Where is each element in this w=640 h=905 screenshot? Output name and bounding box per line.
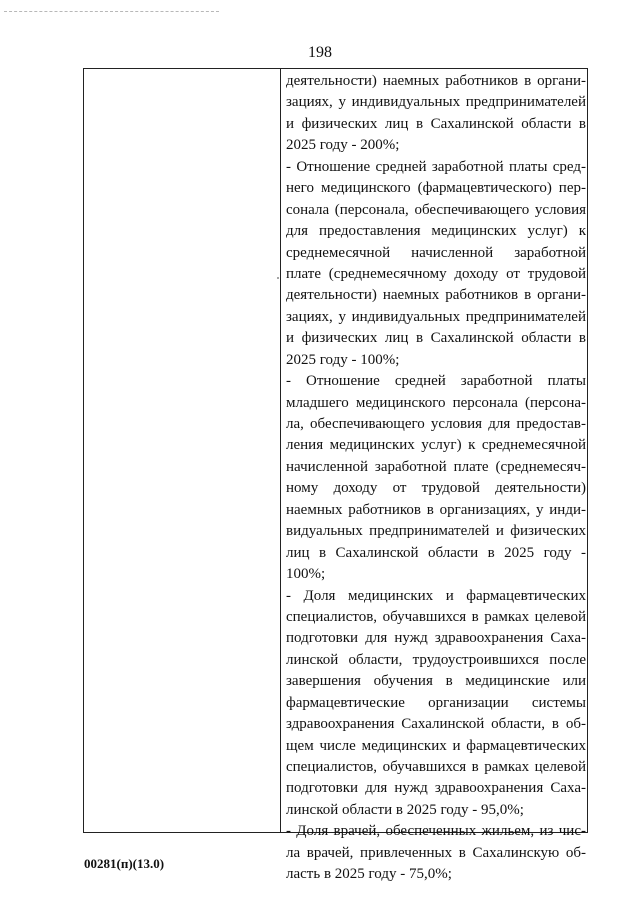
- scan-speck: [277, 277, 279, 279]
- text-line: подготовки для нужд здравоохранения Саха-: [286, 780, 586, 797]
- text-line: - Доля медицинских и фармацевтических: [286, 587, 586, 604]
- text-line: фармацевтические организации системы: [286, 694, 586, 711]
- text-line: подготовки для нужд здравоохранения Саха-: [286, 630, 586, 647]
- text-line: линской области в 2025 году - 95,0%;: [286, 801, 524, 818]
- text-line: специалистов, обучавшихся в рамках целевой: [286, 759, 586, 775]
- text-line: 2025 году - 200%;: [286, 137, 400, 154]
- text-line: специалистов, обучавшихся в рамках целевой: [286, 608, 586, 625]
- text-line: среднемесячной начисленной заработной: [286, 244, 586, 261]
- text-line: него медицинского (фармацевтического) пер-: [286, 180, 586, 197]
- text-line: 100%;: [286, 566, 326, 583]
- text-line: плате (среднемесячному доходу от трудовой: [286, 265, 586, 282]
- text-line: начисленной заработной плате (среднемесяч-: [286, 458, 586, 475]
- text-line: щем числе медицинских и фармацевтических: [286, 737, 586, 754]
- scan-artifact-line: [4, 11, 219, 12]
- text-line: и физических лиц в Сахалинской области в: [286, 115, 586, 132]
- text-line: для предоставления медицинских услуг) к: [286, 223, 586, 240]
- text-line: завершения обучения в медицинские или: [286, 673, 586, 690]
- text-line: ла врачей, привлеченных в Сахалинскую об-: [286, 844, 586, 861]
- text-line: ласть в 2025 году - 75,0%;: [286, 866, 452, 883]
- text-line: - Доля врачей, обеспеченных жильем, из чис-: [286, 823, 586, 840]
- text-line: линской области, трудоустроившихся после: [286, 651, 586, 668]
- text-line: - Отношение средней заработной платы: [286, 373, 586, 390]
- table-cell-left: [84, 69, 281, 832]
- text-line: здравоохранения Сахалинской области, в об-: [286, 716, 586, 733]
- text-line: и физических лиц в Сахалинской области в: [286, 330, 586, 347]
- text-line: деятельности) наемных работников в органи-: [286, 73, 586, 89]
- page-number: 198: [308, 44, 332, 61]
- text-line: лиц в Сахалинской области в 2025 году -: [286, 544, 586, 561]
- text-line: зациях, у индивидуальных предпринимателей: [286, 308, 586, 325]
- text-line: ла, обеспечивающего условия для предостав-: [286, 416, 586, 432]
- text-line: сонала (персонала, обеспечивающего условия: [286, 201, 586, 218]
- text-line: наемных работников в организациях, у инди-: [286, 501, 586, 518]
- text-line: ления медицинских услуг) к среднемесячной: [286, 437, 586, 454]
- table-cell-right: [286, 71, 586, 886]
- text-line: - Отношение средней заработной платы сред-: [286, 158, 586, 175]
- text-line: деятельности) наемных работников в органи-: [286, 287, 586, 304]
- text-line: 2025 году - 100%;: [286, 351, 400, 368]
- text-line: видуальных предпринимателей и физических: [286, 523, 586, 540]
- document-code: 00281(п)(13.0): [84, 856, 165, 871]
- text-line: младшего медицинского персонала (персона-: [286, 394, 586, 411]
- text-line: ному доходу от трудовой деятельности): [286, 480, 586, 497]
- text-line: зациях, у индивидуальных предпринимателей: [286, 94, 586, 111]
